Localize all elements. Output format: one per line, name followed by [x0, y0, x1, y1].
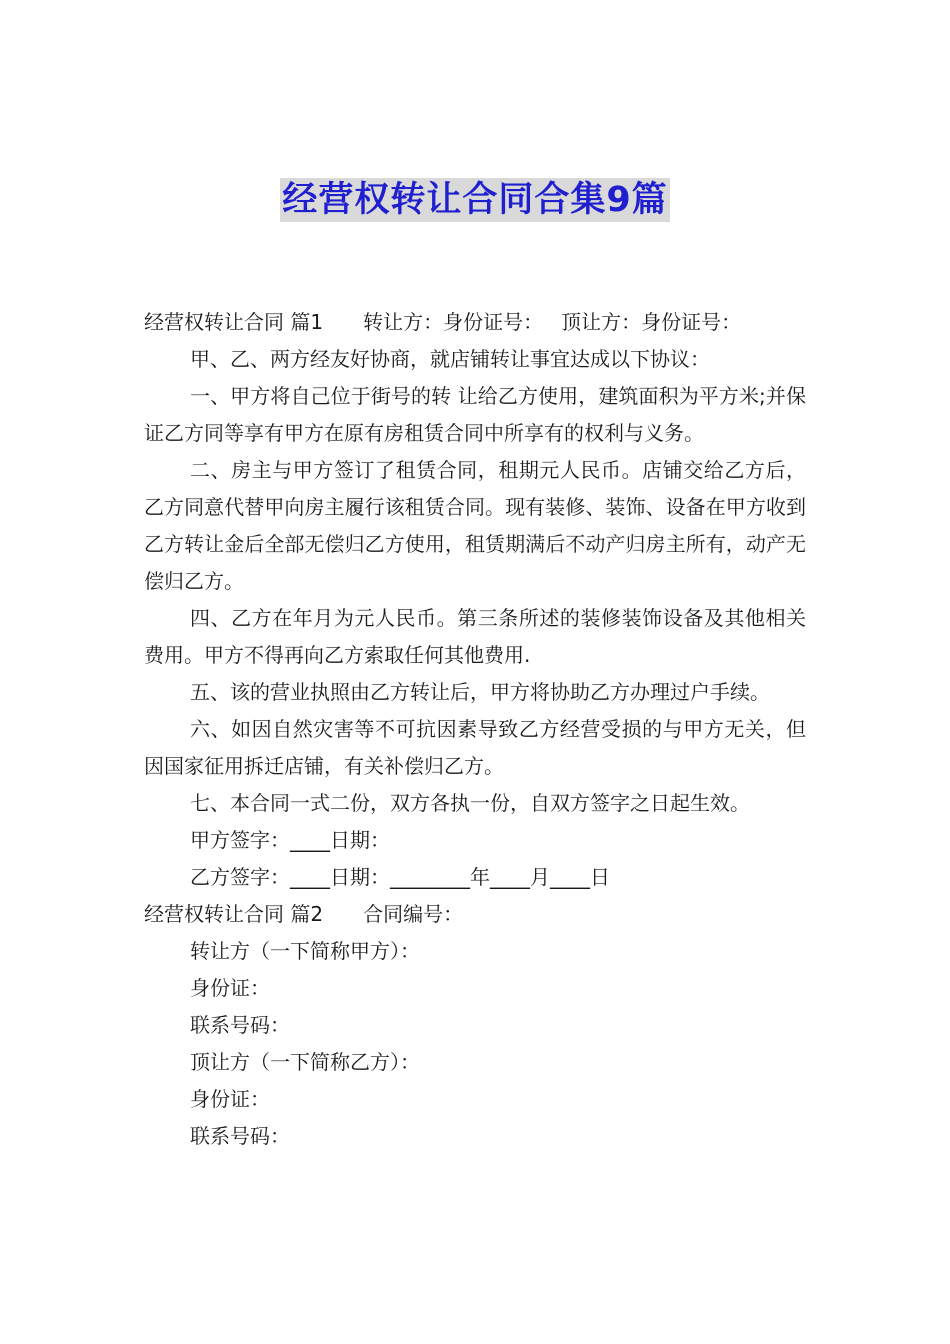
transferee-id-line: 顶让方：身份证号： — [561, 310, 742, 334]
document-title: 经营权转让合同合集9篇 — [282, 180, 668, 220]
clause-1: 一、甲方将自己位于街号的转 让给乙方使用，建筑面积为平方米;并保证乙方同等享有甲方在原有房租赁合同中所享有的权利与义务。 — [144, 384, 806, 445]
transferor-id-line: 转让方：身份证号： — [363, 310, 544, 334]
transferor-label: 转让方（一下简称甲方）： — [190, 939, 420, 963]
clause-2: 二、房主与甲方签订了租赁合同，租期元人民币。店铺交给乙方后，乙方同意代替甲向房主履行该租赁合同。现有装修、装饰、设备在甲方收到乙方转让金后全部无偿归乙方使用，租赁期满后不动产归房主所有，动产无偿归乙方。 — [144, 458, 806, 593]
title-container — [0, 178, 950, 222]
transferor-phone-label: 联系号码： — [190, 1013, 290, 1037]
party-b-signature: 乙方签字：____日期：________年____月____日 — [190, 865, 610, 889]
clause-5: 五、该的营业执照由乙方转让后，甲方将协助乙方办理过户手续。 — [190, 680, 770, 704]
clause-7: 七、本合同一式二份，双方各执一份，自双方签字之日起生效。 — [190, 791, 750, 815]
section1-heading-line — [144, 304, 806, 341]
transferee-label: 顶让方（一下简称乙方）： — [190, 1050, 420, 1074]
clause-4: 四、乙方在年月为元人民币。第三条所述的装修装饰设备及其他相关费用。甲方不得再向乙方索取任何其他费用. — [144, 606, 806, 667]
document-body — [144, 304, 806, 1155]
transferee-id-label: 身份证： — [190, 1087, 270, 1111]
transferor-id-label: 身份证： — [190, 976, 270, 1000]
section1-heading: 经营权转让合同 篇1 — [144, 310, 324, 334]
intro-paragraph: 甲、乙、两方经友好协商，就店铺转让事宜达成以下协议： — [190, 347, 710, 371]
party-a-signature: 甲方签字：____日期： — [190, 828, 390, 852]
transferee-phone-label: 联系号码： — [190, 1124, 290, 1148]
section2-heading-line — [144, 896, 806, 933]
contract-number-label: 合同编号： — [363, 902, 464, 926]
section2-heading: 经营权转让合同 篇2 — [144, 902, 324, 926]
clause-6: 六、如因自然灾害等不可抗因素导致乙方经营受损的与甲方无关，但因国家征用拆迁店铺，有关补偿归乙方。 — [144, 717, 806, 778]
